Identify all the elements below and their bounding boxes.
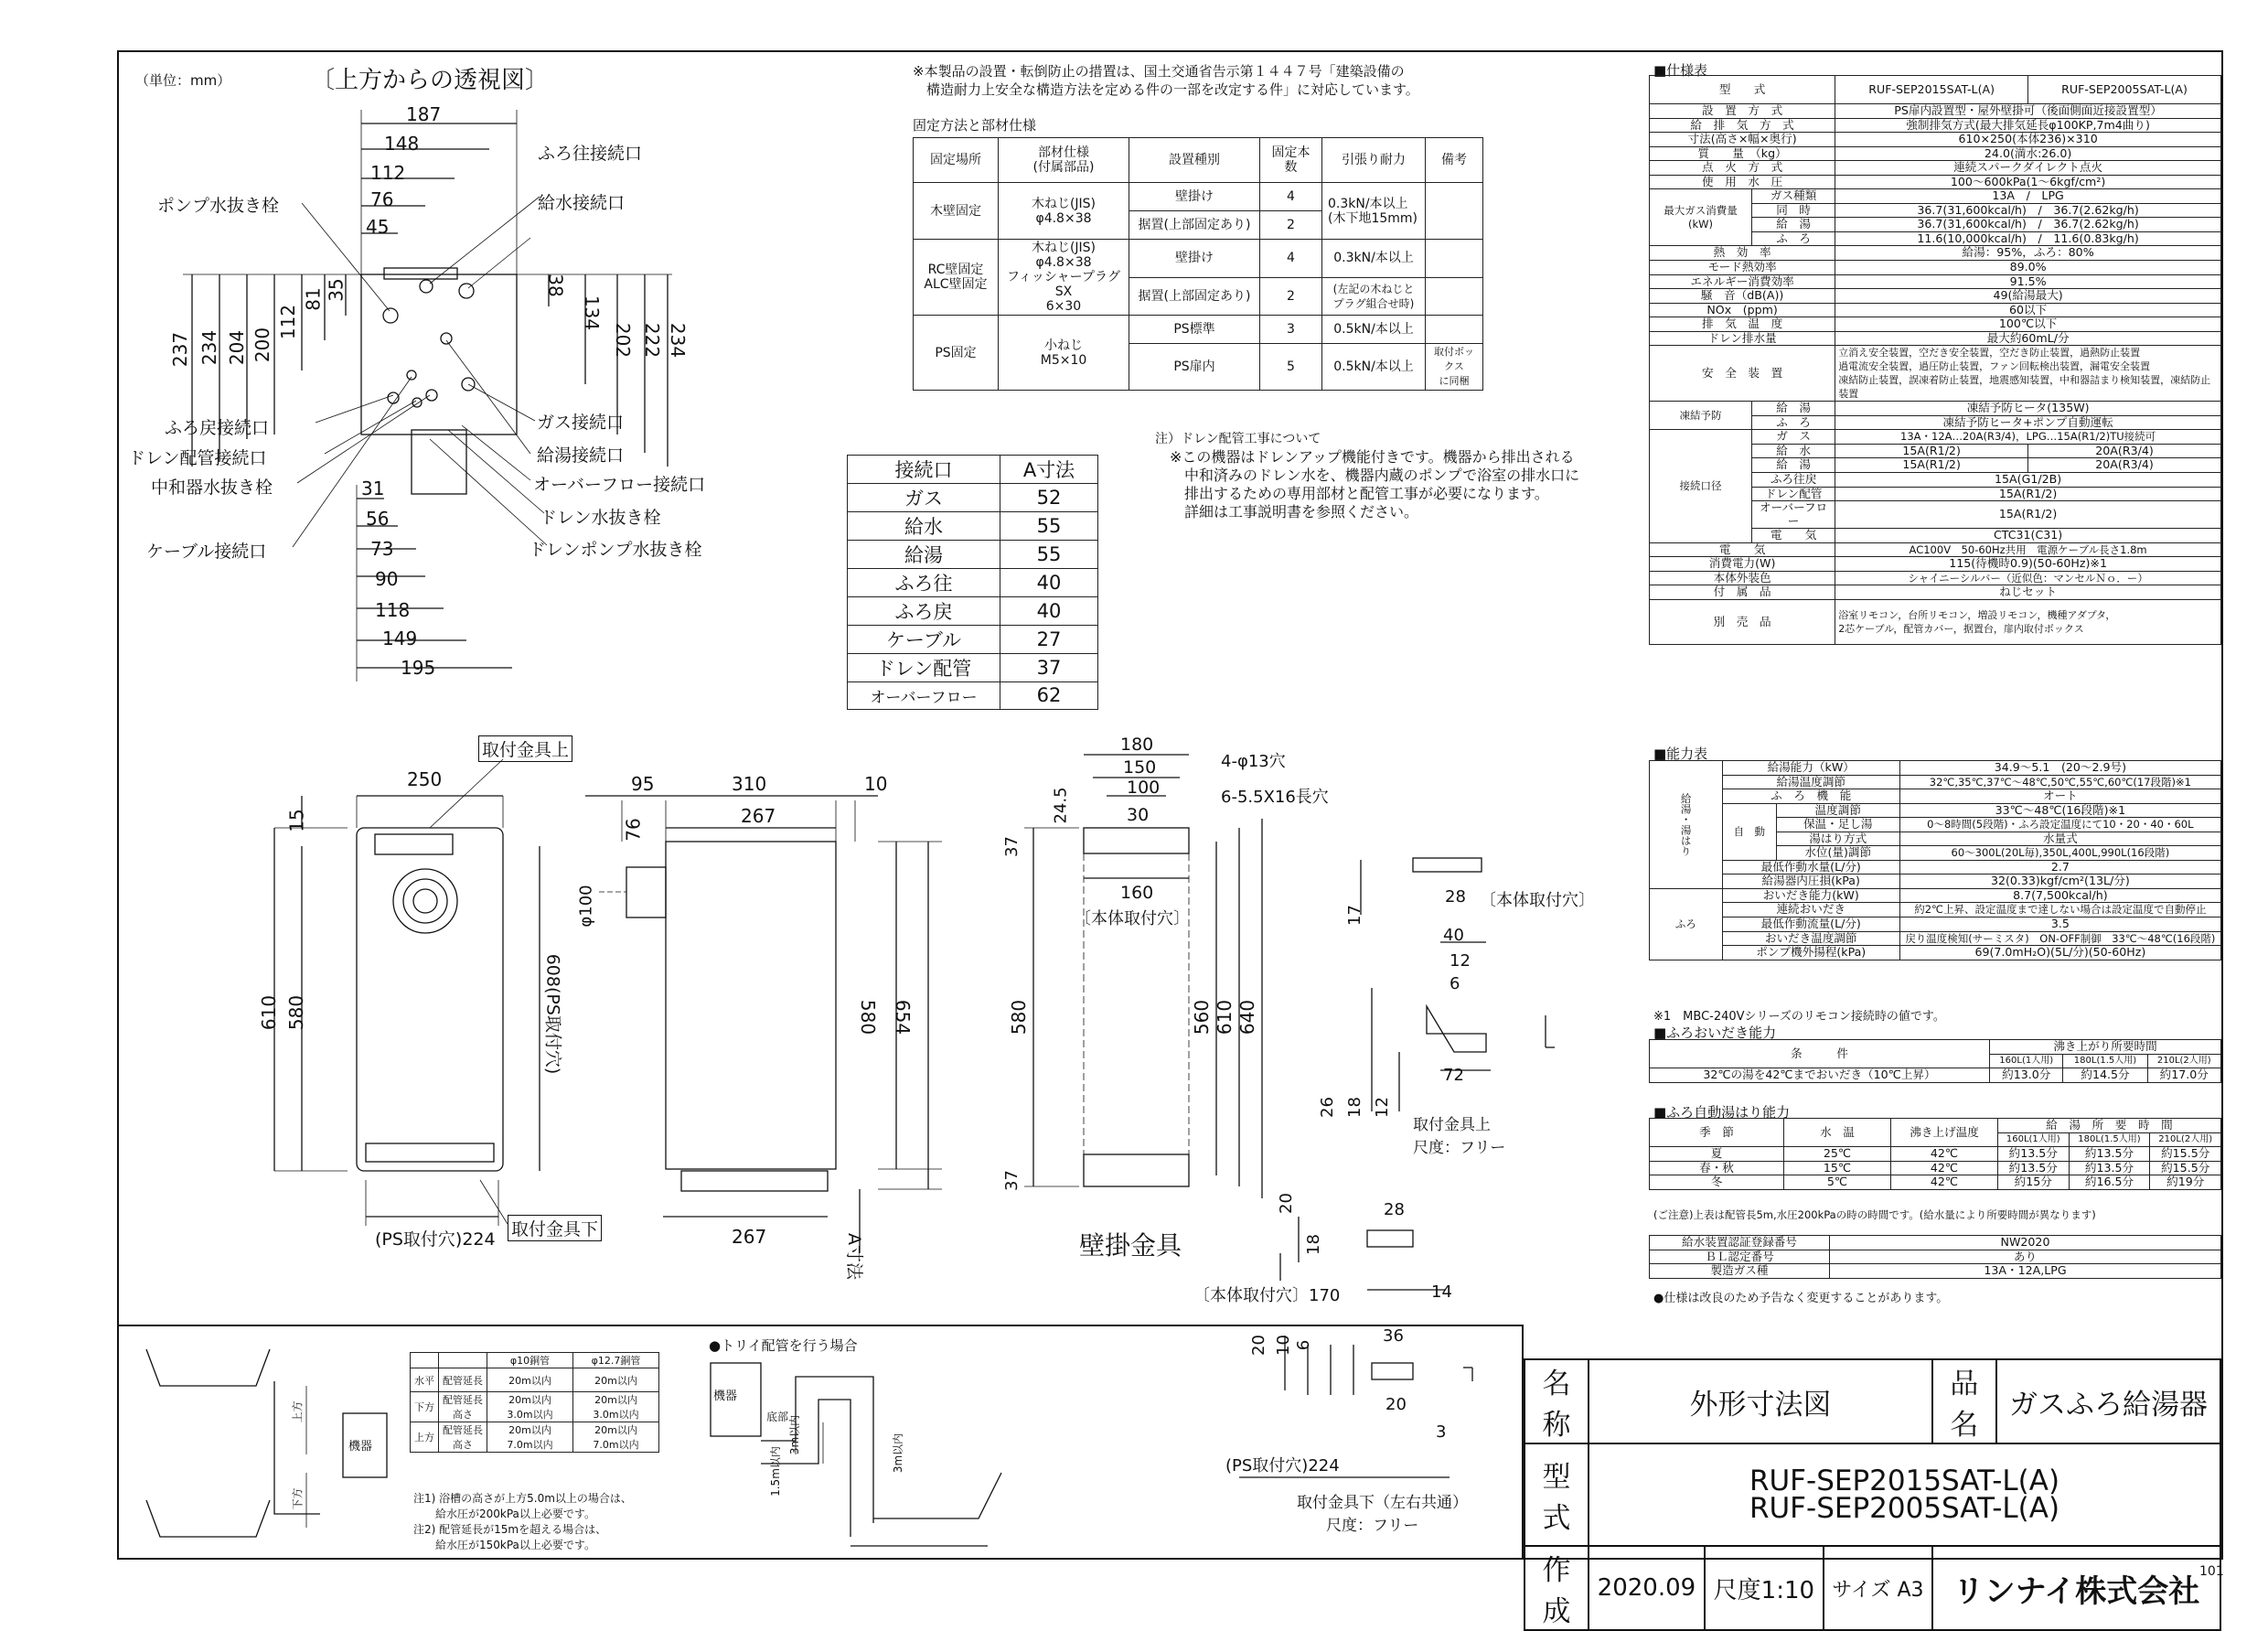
- label-upper-body-hole: 〔本体取付穴〕: [1480, 891, 1595, 910]
- dim-148: 148: [384, 133, 420, 155]
- dim-20c: 20: [1385, 1395, 1407, 1414]
- label-hole5: 6-5.5X16長穴: [1221, 788, 1329, 807]
- trap-3m: 3m以内: [788, 1414, 802, 1455]
- dim-76: 76: [370, 188, 394, 210]
- title-block: 名称 外形寸法図 品名 ガスふろ給湯器 型式 RUF-SEP2015SAT-L(A) RUF-SEP2005SAT-L(A) 作成 2020.09 尺度1:10 サイズ A3 リンナイ株式会社: [1524, 1358, 2221, 1631]
- trap-shita: 下方: [291, 1487, 305, 1510]
- yuhari-table: 季 節 水 温 沸き上げ温度 給 湯 所 要 時 間 160L(1人用) 180L(1.5人用) 210L(2人用) 夏 25℃ 42℃ 約13.5分 約13.5分 約15.5分 春・秋 15℃ 42℃ 約13.5分 約13.5分 約15.5分 冬 5℃ 42℃ 約15分 約16.5分 約19分: [1649, 1118, 2221, 1190]
- label-body-hole: 〔本体取付穴〕: [1075, 909, 1190, 928]
- label-mount-top: 取付金具上: [478, 735, 572, 762]
- dim-310: 310: [732, 773, 767, 795]
- dim-580: 580: [285, 994, 308, 1031]
- dim-72: 72: [1443, 1066, 1464, 1085]
- dim-187: 187: [406, 103, 442, 125]
- dim-95: 95: [631, 773, 655, 795]
- lower-bracket-scale: 尺度：フリー: [1326, 1517, 1419, 1535]
- dim-28: 28: [1445, 887, 1466, 907]
- dim-654: 654: [892, 999, 915, 1035]
- trap-1-5m: 1.5m以内: [768, 1446, 782, 1497]
- dim-6: 6: [1450, 974, 1460, 993]
- dim-250: 250: [407, 768, 443, 790]
- dim-112: 112: [370, 162, 406, 184]
- dim-160: 160: [1120, 883, 1154, 903]
- dim-237: 237: [169, 331, 192, 368]
- dim-26: 26: [1317, 1097, 1337, 1118]
- drain-pipe-outline: [412, 430, 466, 494]
- trap-table: φ10銅管 φ12.7銅管 水平 配管延長 20m以内 20m以内 下方 配管延長 高さ 20m以内 3.0m以内 20m以内 3.0m以内 上方 配管延長 高さ 20m以内 7.0m以内 20m以内 7.0m以内: [410, 1352, 659, 1453]
- trap-title: ●トリイ配管を行う場合: [709, 1337, 858, 1354]
- label-furo-modori: ふろ戻接続口: [165, 418, 270, 438]
- trap-divider: [117, 1325, 1522, 1326]
- dim-36: 36: [1383, 1326, 1404, 1346]
- dim-267b: 267: [732, 1226, 767, 1248]
- dim-56: 56: [366, 508, 390, 530]
- upper-bracket-scale: 尺度：フリー: [1413, 1139, 1506, 1157]
- dim-45: 45: [366, 216, 390, 238]
- trap-notes: 注1) 浴槽の高さが上方5.0m以上の場合は、 給水圧が200kPa以上必要です。 注2) 配管延長が15mを超える場合は、 給水圧が150kPa以上必要です。: [413, 1492, 632, 1551]
- dim-30: 30: [1127, 805, 1150, 825]
- dim-149: 149: [382, 628, 418, 649]
- dim-81: 81: [302, 287, 325, 311]
- dim-17: 17: [1344, 905, 1364, 926]
- dim-202: 202: [612, 322, 635, 359]
- dim-20b: 20: [1248, 1335, 1268, 1356]
- label-mount-bottom: 取付金具下: [508, 1215, 602, 1241]
- dim-10l: 10: [1273, 1335, 1293, 1356]
- unit-label: （単位：mm）: [135, 72, 231, 89]
- cap-title: ■能力表: [1653, 746, 1708, 762]
- spec-title: ■仕様表: [1653, 62, 1708, 79]
- regulation-note: ※本製品の設置・転倒防止の措置は、国土交通省告示第１４４７号「建築設備の 構造耐力上安全な構造方法を定める件の一部を改定する件」に対応しています。: [913, 63, 1419, 98]
- dim-12b: 12: [1372, 1097, 1392, 1118]
- dim-37: 37: [1001, 836, 1022, 857]
- label-kyusui: 給水接続口: [538, 193, 626, 213]
- dim-ps224l: (PS取付穴)224: [1225, 1456, 1340, 1475]
- label-kyuto: 給湯接続口: [537, 445, 625, 466]
- page-number: 101: [2199, 1564, 2224, 1579]
- label-drain-nuki: ドレン水抜き栓: [540, 508, 661, 528]
- yuhari-note: (ご注意)上表は配管長5m,水圧200kPaの時の時間です。(給水量により所要時間が異なります): [1653, 1208, 2096, 1221]
- lower-bracket-title: 取付金具下（左右共通）: [1297, 1494, 1468, 1512]
- dim-200: 200: [251, 327, 274, 363]
- cert-table: 給水装置認証登録番号 NW2020 ＢＬ認定番号 あり 製造ガス種 13A・12A,LPG: [1649, 1235, 2221, 1279]
- trap-kiki-right: 機器: [713, 1390, 738, 1403]
- dim-608: 608(PS取付穴): [542, 953, 563, 1075]
- side-view: [585, 796, 942, 1253]
- label-gas: ガス接続口: [537, 413, 625, 433]
- dim-18l: 18: [1303, 1234, 1323, 1255]
- dim-100: 100: [1127, 778, 1161, 798]
- dim-38: 38: [544, 274, 567, 297]
- dim-560: 560: [1191, 999, 1214, 1035]
- dim-222: 222: [641, 322, 664, 359]
- top-view-outline: [361, 274, 517, 435]
- oidaki-table: 条 件 沸き上がり所要時間 160L(1人用) 180L(1.5人用) 210L(2人用) 32℃の湯を42℃までおいだき（10℃上昇） 約13.0分 約14.5分 約17.0分: [1649, 1039, 2221, 1083]
- label-furo-ou: ふろ往接続口: [538, 144, 643, 164]
- trap-ue: 上方: [291, 1400, 305, 1423]
- fix-title: 固定方法と部材仕様: [913, 117, 1037, 134]
- trap-3m-b: 3m以内: [892, 1432, 905, 1474]
- spec-table: 型 式 RUF-SEP2015SAT-L(A) RUF-SEP2005SAT-L(A) 設 置 方 式 PS扉内設置型・屋外壁掛可（後面側面近接設置型） 給 排 気 方 式 強制排気方式(最大排気延長φ100KP,7m4曲り) 寸法(高さ×幅×奥行) 610×250(本体236)×310 質 量 （kg） 24.0(満水:26.0) 点 火 方 式 連続スパークダイレクト点火 使 用 水 圧 100〜600kPa(1〜6kgf/cm²) 最大ガス消費量 (kW) ガス種類 13A / LPG 同 時 36.7(31,600kcal/h) / 36.7(2.62kg/h) 給 湯 36.7(31,600kcal/h) / 36.7(2.62kg/h) ふ ろ 11.6(10,000kcal/h) / 11.6(0.83kg/h) 熱 効 率 給湯：95%，ふろ：80% モード熱効率 89.0% エネルギー消費効率 91.5% 騒 音（dB(A)) 49(給湯最大) NOx (ppm) 60以下 排 気 温 度 100℃以下 ドレン排水量 最大約60mL/分 安 全 装 置 立消え安全装置，空だき安全装置，空だき防止装置，過熱防止装置 過電流安全装置，過圧防止装置，ファン回転検出装置，漏電安全装置 凍結防止装置，誤凍着防止装置，地震感知装置，中和器詰まり検知装置，凍結防止装置 凍結予防 給 湯 凍結予防ヒータ(135W) ふ ろ 凍結予防ヒータ+ポンプ自動運転 接続口径 ガ ス 13A・12A…20A(R3/4)，LPG…15A(R1/2)TU接続可 給 水 15A(R1/2) 20A(R3/4) 給 湯 15A(R1/2) 20A(R3/4) ふろ往戻 15A(G1/2B) ドレン配管 15A(R1/2) オーバーフロー 15A(R1/2) 電 気 CTC31(C31) 電 気 AC100V 50-60Hz共用 電源ケーブル長さ1.8m 消費電力(W) 115(待機時0.9)(50-60Hz)※1 本体外装色 シャイニーシルバー（近似色：マンセルＮｏ．ー） 付 属 品 ねじセット 別 売 品 浴室リモコン，台所リモコン，増設リモコン，機種アダプタ， 2芯ケーブル，配管カバー，据置台，扉内取付ボックス: [1649, 75, 2221, 645]
- cap-note: ※1 MBC-240Vシリーズのリモコン接続時の値です。: [1653, 1010, 1945, 1024]
- dim-118: 118: [375, 599, 411, 621]
- dim-12: 12: [1450, 951, 1471, 971]
- change-note: ●仕様は改良のため予告なく変更することがあります。: [1653, 1292, 1949, 1305]
- oidaki-title: ■ふろおいだき能力: [1653, 1025, 1777, 1041]
- dim-24-5: 24.5: [1051, 787, 1071, 824]
- label-hole13: 4-φ13穴: [1221, 752, 1286, 771]
- label-overflow: オーバーフロー接続口: [533, 475, 706, 495]
- dim-234r: 234: [667, 322, 690, 359]
- dim-35: 35: [325, 278, 348, 302]
- dim-40: 40: [1443, 926, 1464, 945]
- dim-37b: 37: [1001, 1170, 1022, 1191]
- top-view-title: 〔上方からの透視図〕: [311, 67, 550, 94]
- dim-195: 195: [401, 657, 436, 679]
- label-lower-body-hole: 〔本体取付穴〕170: [1193, 1286, 1341, 1305]
- a-dimension-table: 接続口 A寸法 ガス 52 給水 55 給湯 55 ふろ往 40 ふろ戻 40 ケーブル 27 ドレン配管 37 オーバーフロー 62: [847, 455, 1098, 710]
- trap-figure-right: [711, 1363, 1001, 1546]
- dim-6l: 6: [1294, 1339, 1314, 1351]
- label-chuwa: 中和器水抜き栓: [151, 477, 273, 498]
- dim-112v: 112: [277, 304, 300, 340]
- dim-14: 14: [1431, 1282, 1452, 1302]
- dim-610: 610: [258, 994, 281, 1031]
- dim-3: 3: [1436, 1422, 1447, 1442]
- dim-204: 204: [226, 329, 249, 366]
- dim-73: 73: [370, 538, 394, 560]
- dim-234: 234: [198, 329, 221, 366]
- dim-580s: 580: [857, 999, 880, 1035]
- dim-150: 150: [1123, 757, 1157, 778]
- dim-76s: 76: [622, 818, 645, 842]
- dim-610b: 610: [1214, 999, 1236, 1035]
- dim-31: 31: [361, 477, 385, 499]
- trap-kiki-left: 機器: [348, 1440, 373, 1454]
- trap-bottom: 底部: [766, 1411, 789, 1423]
- upper-bracket-title: 取付金具上: [1413, 1116, 1491, 1134]
- dim-134: 134: [581, 295, 604, 331]
- dim-180: 180: [1120, 735, 1154, 755]
- dim-580b: 580: [1008, 999, 1031, 1035]
- front-view: [274, 759, 540, 1226]
- label-drain-pipe: ドレン配管接続口: [128, 448, 267, 468]
- drain-note: 注）ドレン配管工事について ※この機器はドレンアップ機能付きです。機器から排出される 中和済みのドレン水を、機器内蔵のポンプで浴室の排水口に 排出するための専用部材と配管工事が必要になります。 詳細は工事説明書を参照ください。: [1155, 432, 1580, 520]
- cap-table: 給湯・湯はり 給湯能力（kW） 34.9〜5.1 (20〜2.9号) 給湯温度調節 32℃,35℃,37℃〜48℃,50℃,55℃,60℃(17段階)※1 ふ ろ 機 能 オート 自 動 温度調節 33℃〜48℃(16段階)※1 保温・足し湯 0〜8時間(5段階)・ふろ設定温度にて10・20・40・60L 湯はり方式 水量式 水位(量)調節 60〜300L(20L毎),350L,400L,990L(16段階) 最低作動水量(L/分) 2.7 給湯器内圧損(kPa) 32(0.33)kgf/cm²(13L/分) ふろ おいだき能力(kW) 8.7(7,500kcal/h) 連続おいだき 約2℃上昇、設定温度まで達しない場合は設定温度で自動停止 最低作動流量(L/分) 3.5 おいだき温度調節 戻り温度検知(サーミスタ) ON-OFF制御 33℃〜48℃(16段階) ポンプ機外揚程(kPa) 69(7.0mH₂O)(5L/分)(50-60Hz): [1649, 760, 2221, 960]
- dim-267: 267: [741, 805, 776, 827]
- yuhari-title: ■ふろ自動湯はり能力: [1653, 1104, 1791, 1121]
- dim-18: 18: [1344, 1097, 1364, 1118]
- dim-28l: 28: [1384, 1200, 1405, 1219]
- dim-90: 90: [375, 568, 399, 590]
- dim-phi100: φ100: [576, 885, 596, 928]
- dim-ps224: (PS取付穴)224: [375, 1229, 496, 1250]
- label-cable: ケーブル接続口: [146, 542, 267, 562]
- dim-10: 10: [864, 773, 888, 795]
- dim-15: 15: [285, 809, 308, 832]
- label-drain-pump: ドレンポンプ水抜き栓: [529, 540, 702, 560]
- dim-20: 20: [1276, 1193, 1296, 1214]
- wall-bracket-title: 壁掛金具: [1079, 1230, 1182, 1261]
- label-pump-nuki: ポンプ水抜き栓: [157, 196, 280, 216]
- fix-table: 固定場所 部材仕様 (付属部品) 設置種別 固定本数 引張り耐力 備考 木壁固定 木ねじ(JIS) φ4.8×38 壁掛け 4 0.3kN/本以上 (木下地15mm) 据置(上部固定あり) 2 RC壁固定 ALC壁固定 木ねじ(JIS) φ4.8×38 フィッシャープラグSX 6×30 壁掛け 4 0.3kN/本以上 据置(上部固定あり) 2 (左記の木ねじと プラグ組合せ時) PS固定 小ねじ M5×10 PS標準 3 0.5kN/本以上 PS扉内 5 0.5kN/本以上 取付ボックス に同梱: [913, 137, 1483, 391]
- dim-640: 640: [1236, 999, 1259, 1035]
- dim-a: A寸法: [844, 1233, 864, 1280]
